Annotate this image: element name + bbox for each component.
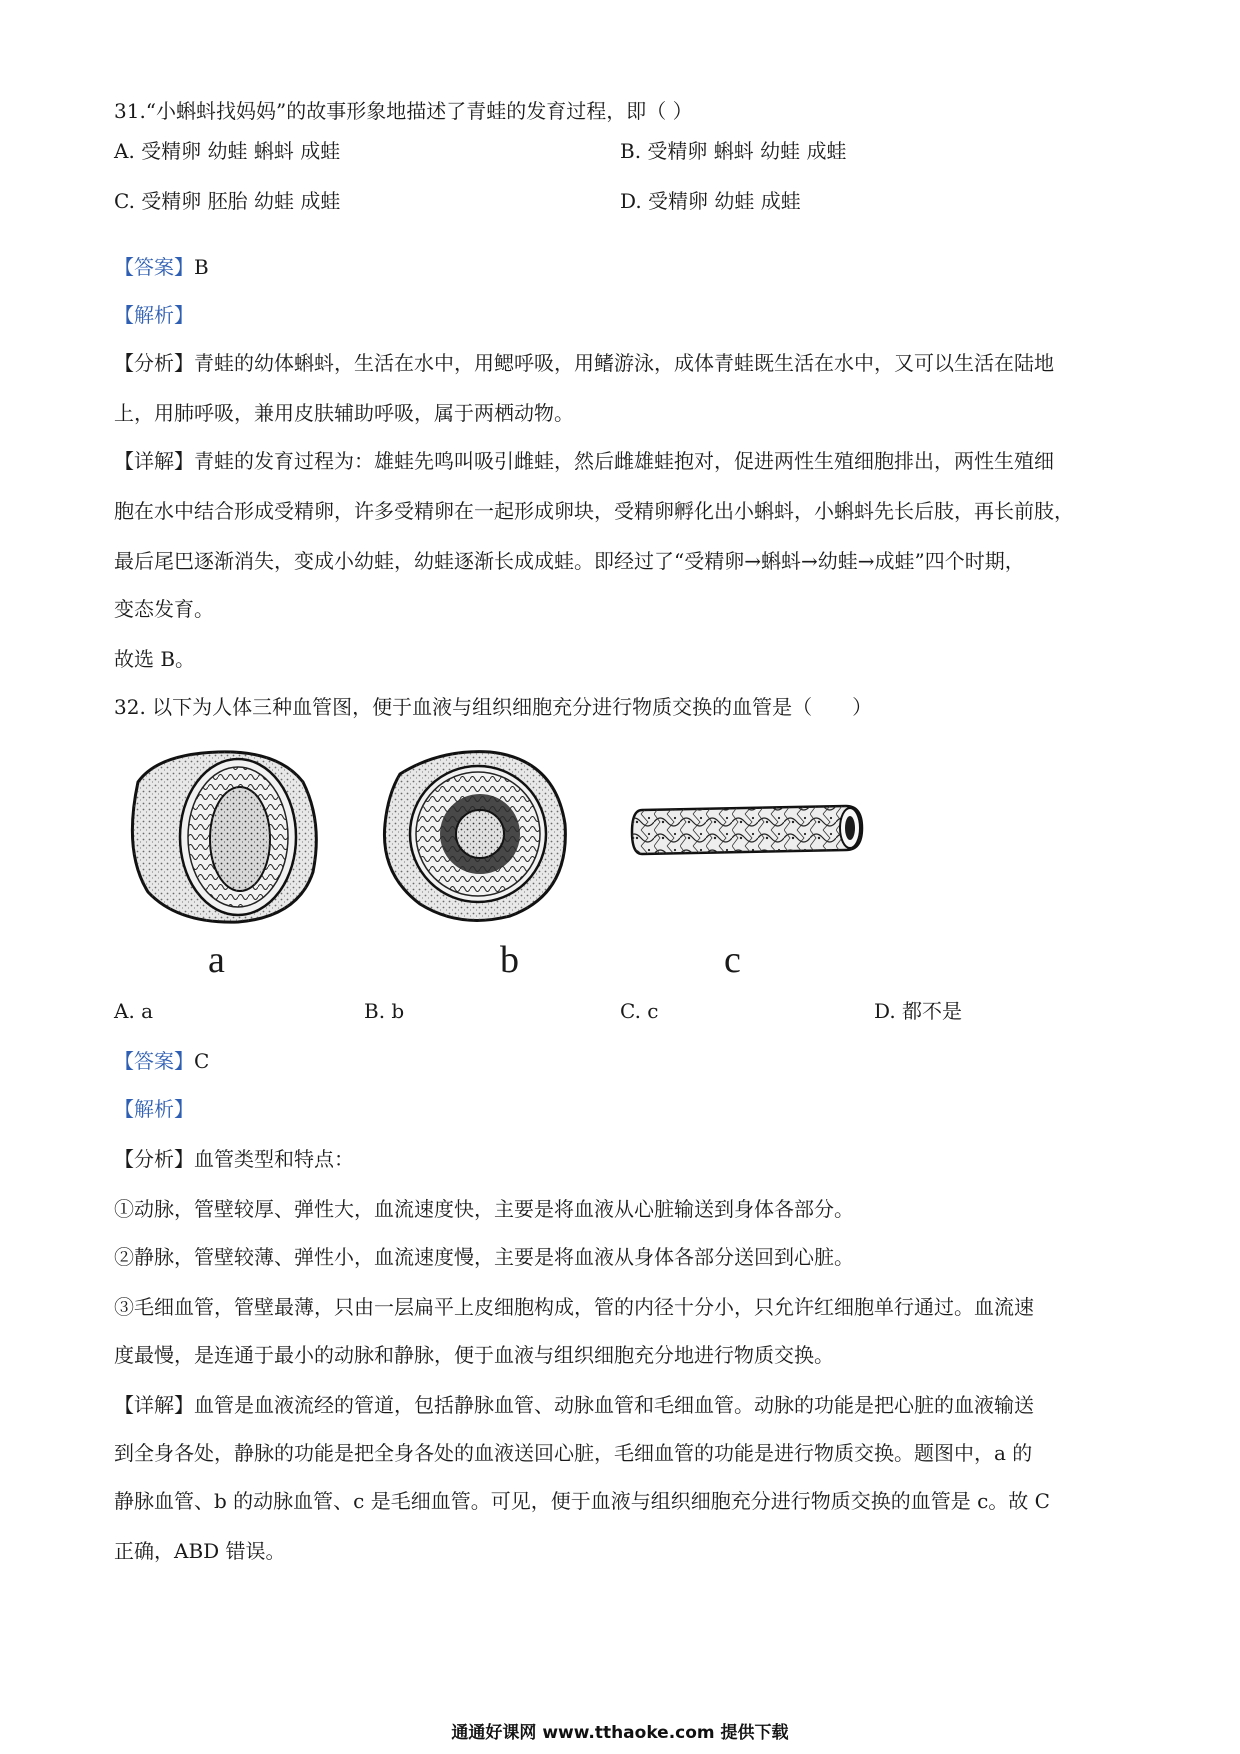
answer-value: B xyxy=(194,255,209,279)
fenxi-tag: 【分析】 xyxy=(114,351,194,375)
xiangjie-tag: 【详解】 xyxy=(114,1393,194,1417)
q32-item-capillary-2: 度最慢，是连通于最小的动脉和静脉，便于血液与组织细胞充分地进行物质交换。 xyxy=(114,1343,834,1367)
q31-fenxi-line-2: 上，用肺呼吸，兼用皮肤辅助呼吸，属于两栖动物。 xyxy=(114,401,574,425)
q32-xiangjie-line-2: 到全身各处，静脉的功能是把全身各处的血液送回心脏，毛细血管的功能是进行物质交换。题图中，a 的 xyxy=(114,1441,1033,1465)
fenxi-title: 血管类型和特点： xyxy=(194,1147,354,1171)
xiangjie-text: 血管是血液流经的管道，包括静脉血管、动脉血管和毛细血管。动脉的功能是把心脏的血液输送 xyxy=(194,1393,1034,1417)
page-footer: 通通好课网 www.tthaoke.com 提供下载 xyxy=(451,1723,789,1743)
q31-option-a: A. 受精卵 幼蛙 蝌蚪 成蛙 xyxy=(114,139,341,163)
answer-tag: 【答案】 xyxy=(114,255,194,279)
q31-option-b: B. 受精卵 蝌蚪 幼蛙 成蛙 xyxy=(620,139,847,163)
q32-option-c: C. c xyxy=(620,999,659,1023)
q32-item-capillary-1: ③毛细血管，管壁最薄，只由一层扁平上皮细胞构成，管的内径十分小，只允许红细胞单行通过。血流速 xyxy=(114,1295,1034,1319)
q31-conclusion: 故选 B。 xyxy=(114,647,196,671)
q32-analysis-tag: 【解析】 xyxy=(114,1097,194,1121)
q31-xiangjie-line-1 xyxy=(114,446,1054,476)
fenxi-tag: 【分析】 xyxy=(114,1147,194,1171)
answer-value: C xyxy=(194,1049,210,1073)
artery-illustration xyxy=(370,744,580,924)
answer-tag: 【答案】 xyxy=(114,1049,194,1073)
q31-xiangjie-line-3: 最后尾巴逐渐消失，变成小幼蛙，幼蛙逐渐长成成蛙。即经过了“受精卵→蝌蚪→幼蛙→成蛙”四个时期， xyxy=(114,549,1025,573)
xiangjie-tag: 【详解】 xyxy=(114,449,194,473)
q31-option-d: D. 受精卵 幼蛙 成蛙 xyxy=(620,189,801,213)
q32-option-b: B. b xyxy=(364,999,405,1023)
q32-option-d: D. 都不是 xyxy=(874,999,963,1023)
xiangjie-text: 青蛙的发育过程为：雄蛙先鸣叫吸引雌蛙，然后雌雄蛙抱对，促进两性生殖细胞排出，两性生殖细 xyxy=(194,449,1054,473)
q31-fenxi-line-1 xyxy=(114,348,1054,378)
q31-analysis-tag: 【解析】 xyxy=(114,303,194,327)
q32-xiangjie-line-3: 静脉血管、b 的动脉血管、c 是毛细血管。可见，便于血液与组织细胞充分进行物质交换的血管是 c。故 C xyxy=(114,1489,1050,1513)
q31-stem: 31.“小蝌蚪找妈妈”的故事形象地描述了青蛙的发育过程，即（ ） xyxy=(114,99,693,123)
q32-item-artery: ①动脉，管壁较厚、弹性大，血流速度快，主要是将血液从心脏输送到身体各部分。 xyxy=(114,1197,854,1221)
q32-xiangjie-line-1 xyxy=(114,1390,1034,1420)
q31-xiangjie-line-2: 胞在水中结合形成受精卵，许多受精卵在一起形成卵块，受精卵孵化出小蝌蚪，小蝌蚪先长后肢，再长前肢， xyxy=(114,499,1074,523)
vein-illustration xyxy=(118,742,328,932)
q31-option-c: C. 受精卵 胚胎 幼蛙 成蛙 xyxy=(114,189,341,213)
q32-item-vein: ②静脉，管壁较薄、弹性小，血流速度慢，主要是将血液从身体各部分送回到心脏。 xyxy=(114,1245,854,1269)
q32-xiangjie-line-4: 正确，ABD 错误。 xyxy=(114,1539,286,1563)
q32-answer xyxy=(114,1046,209,1076)
figure-label-c: c xyxy=(724,939,741,981)
fenxi-text: 青蛙的幼体蝌蚪，生活在水中，用鳃呼吸，用鳍游泳，成体青蛙既生活在水中，又可以生活在陆地 xyxy=(194,351,1054,375)
q32-stem: 32. 以下为人体三种血管图，便于血液与组织细胞充分进行物质交换的血管是（ ） xyxy=(114,695,873,719)
q31-xiangjie-line-4: 变态发育。 xyxy=(114,597,214,621)
figure-label-a: a xyxy=(208,939,225,981)
figure-label-b: b xyxy=(500,939,519,981)
q31-answer xyxy=(114,252,209,282)
q32-option-a: A. a xyxy=(114,999,154,1023)
q32-fenxi-line xyxy=(114,1144,354,1174)
capillary-illustration xyxy=(628,798,868,862)
